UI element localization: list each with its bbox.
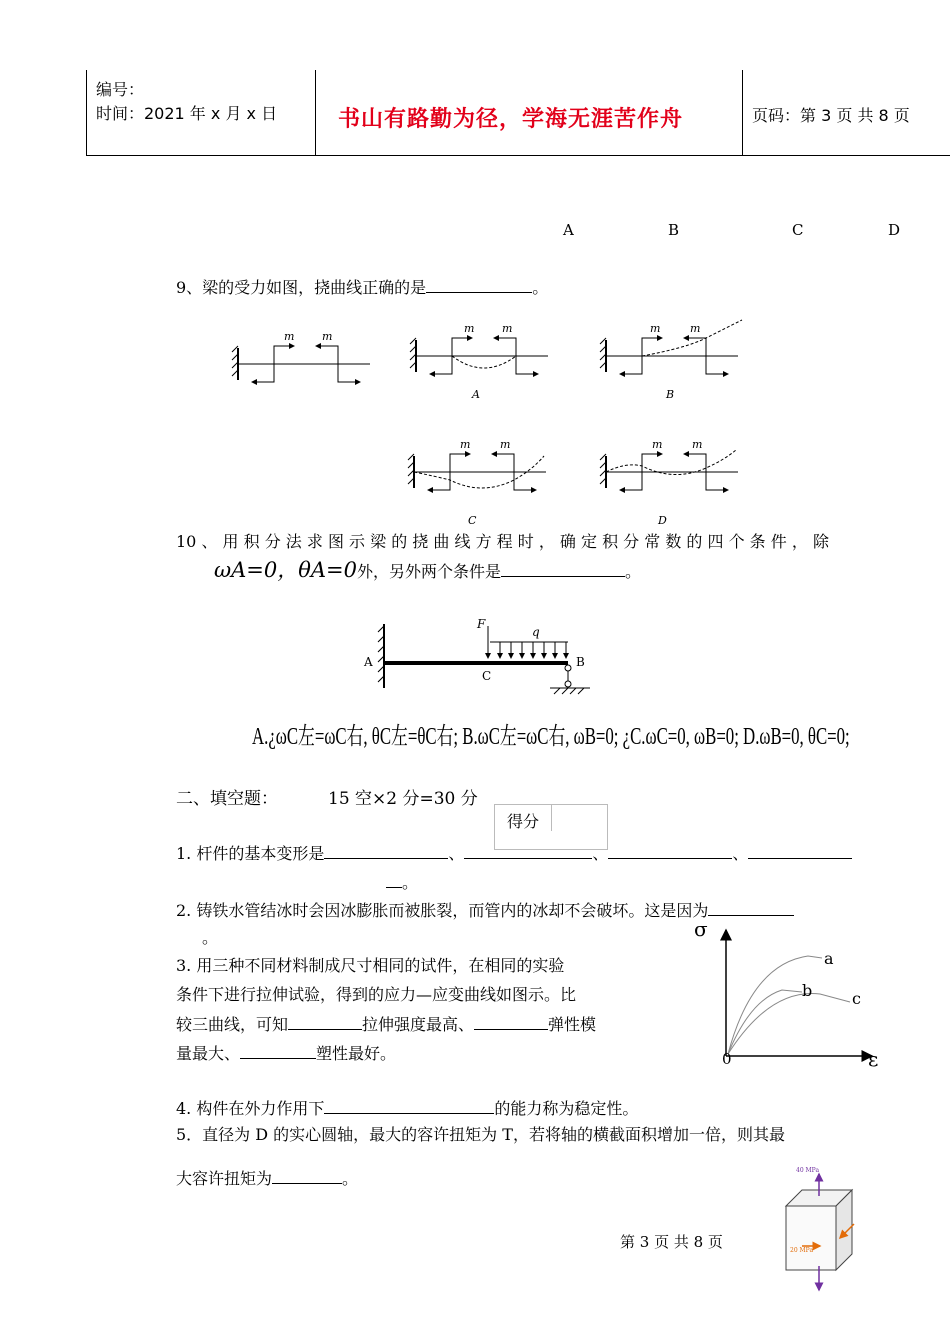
section2-score-rule: 15 空×2 分=30 分 bbox=[328, 789, 478, 809]
q10-question-line2 bbox=[214, 556, 641, 586]
fill-q5-line2 bbox=[176, 1167, 358, 1189]
q10-tail: 。 bbox=[625, 562, 642, 581]
q9-option-label-d: D bbox=[658, 514, 667, 527]
fill-q3-line3 bbox=[176, 1013, 596, 1035]
fill-q1-tail: 。 bbox=[402, 873, 419, 892]
q10-question-line1: 10 、 用 积 分 法 求 图 示 梁 的 挠 曲 线 方 程 时 ， 确 定 积 分 常 数 的 四 个 条 件 ， 除 bbox=[176, 532, 829, 551]
fill-q1-blank-4-cont[interactable] bbox=[386, 871, 402, 888]
q8-choice-b: B bbox=[668, 221, 680, 239]
fill-q3-line3c: 弹性模 bbox=[548, 1015, 597, 1034]
fill-q3-blank-1[interactable] bbox=[288, 1013, 362, 1030]
fill-q1-blank-4[interactable] bbox=[748, 842, 852, 859]
header-left-border bbox=[86, 70, 87, 156]
q9-moment-label-c1: m bbox=[460, 438, 471, 451]
stress-curve-b: b bbox=[802, 981, 813, 1000]
score-box-label: 得分 bbox=[507, 812, 540, 831]
q9-moment-label-d1: m bbox=[652, 438, 663, 451]
q9-moment-label-a2: m bbox=[502, 322, 513, 335]
stress-y-label: σ bbox=[694, 917, 708, 941]
q10-answer-blank[interactable] bbox=[501, 560, 625, 577]
fill-q4-blank[interactable] bbox=[324, 1097, 494, 1114]
fill-q4-text: 4. 构件在外力作用下 bbox=[176, 1099, 325, 1118]
page-footer: 第 3 页 共 8 页 bbox=[620, 1233, 723, 1251]
q10-label-q: q bbox=[532, 625, 540, 639]
header-number-label: 编号： bbox=[96, 80, 145, 99]
fill-q3-line3b: 拉伸强度最高、 bbox=[362, 1015, 475, 1034]
fill-q2-tail: 。 bbox=[202, 928, 219, 947]
fill-q5-line2-text: 大容许扭矩为 bbox=[176, 1169, 273, 1188]
q9-answer-blank[interactable] bbox=[426, 276, 532, 293]
q9-tail: 。 bbox=[532, 278, 549, 297]
q8-choice-c: C bbox=[792, 221, 804, 239]
header-divider-2 bbox=[742, 70, 743, 156]
stress-origin: 0 bbox=[722, 1050, 732, 1068]
fill-q3-line4b: 塑性最好。 bbox=[316, 1044, 397, 1063]
score-box-divider bbox=[551, 805, 552, 831]
q9-moment-label-c2: m bbox=[500, 438, 511, 451]
fill-q3-line4a: 量最大、 bbox=[176, 1044, 241, 1063]
fill-q3-line2: 条件下进行拉伸试验，得到的应力—应变曲线如图示。比 bbox=[176, 985, 577, 1004]
q9-moment-label-d2: m bbox=[692, 438, 703, 451]
fill-q1-text: 1. 杆件的基本变形是 bbox=[176, 844, 325, 863]
q10-label-f: F bbox=[477, 617, 486, 631]
header-time-label: 时间：2021 年 x 月 x 日 bbox=[96, 104, 278, 123]
q9-moment-label-b2: m bbox=[690, 322, 701, 335]
q9-beam-option-b bbox=[600, 320, 742, 401]
q9-option-label-b: B bbox=[666, 388, 675, 401]
fill-q5-tail: 。 bbox=[342, 1169, 359, 1188]
q9-option-label-a: A bbox=[472, 388, 480, 401]
section2-title: 二、填空题： bbox=[176, 789, 278, 809]
q9-moment-label-2: m bbox=[322, 330, 333, 343]
q8-choice-a: A bbox=[563, 221, 574, 239]
q10-text2: 外，另外两个条件是 bbox=[357, 562, 502, 581]
q9-moment-label-a1: m bbox=[464, 322, 475, 335]
fill-q4-tail: 的能力称为稳定性。 bbox=[494, 1099, 639, 1118]
fill-q1-blank-3[interactable] bbox=[608, 842, 732, 859]
fill-q5-line1: 5．直径为 D 的实心圆轴，最大的容许扭矩为 T，若将轴的横截面积增加一倍，则其最 bbox=[176, 1125, 785, 1144]
fill-q3-blank-3[interactable] bbox=[240, 1042, 316, 1059]
q9-beam-option-d bbox=[600, 438, 738, 527]
fill-q1-line2 bbox=[386, 871, 418, 893]
fill-q1-blank-2[interactable] bbox=[464, 842, 592, 859]
stress-strain-figure bbox=[690, 914, 890, 1070]
cube-side-label: 20 MPa bbox=[790, 1247, 814, 1254]
q9-beam-original bbox=[232, 330, 370, 382]
fill-q3-blank-2[interactable] bbox=[474, 1013, 548, 1030]
fill-q2-text: 2. 铸铁水管结冰时会因冰膨胀而被胀裂，而管内的冰却不会破坏。这是因为 bbox=[176, 901, 709, 920]
q10-beam-figure bbox=[358, 612, 608, 696]
fill-q3-line3a: 较三曲线，可知 bbox=[176, 1015, 289, 1034]
q9-moment-label-b1: m bbox=[650, 322, 661, 335]
q10-label-c: C bbox=[482, 669, 492, 683]
q10-label-a: A bbox=[364, 655, 373, 669]
stress-cube-figure bbox=[778, 1162, 864, 1296]
q9-beam-option-c bbox=[408, 438, 546, 527]
stress-curve-a: a bbox=[824, 949, 834, 968]
fill-q1: 1. 杆件的基本变形是 、 、 、 bbox=[176, 842, 852, 864]
fill-q3-line4 bbox=[176, 1042, 396, 1064]
stress-curve-c: c bbox=[852, 989, 861, 1008]
q9-beam-figures bbox=[228, 318, 768, 528]
header-bottom-border bbox=[86, 155, 950, 156]
stress-x-label: ε bbox=[868, 1047, 879, 1070]
fill-q3-line1: 3. 用三种不同材料制成尺寸相同的试件，在相同的实验 bbox=[176, 956, 565, 975]
q9-moment-label-1: m bbox=[284, 330, 295, 343]
q9-text: 9、梁的受力如图，挠曲线正确的是 bbox=[176, 278, 427, 297]
header-motto: 书山有路勤为径，学海无涯苦作舟 bbox=[338, 106, 684, 132]
q9-option-label-c: C bbox=[468, 514, 477, 527]
header-page-label: 页码：第 3 页 共 8 页 bbox=[752, 106, 910, 125]
q10-label-b: B bbox=[576, 655, 585, 669]
q9-beam-option-a bbox=[410, 322, 548, 401]
q10-known-conditions: ωA=0，θA=0 bbox=[214, 558, 358, 582]
q8-choice-d: D bbox=[888, 221, 901, 239]
header-divider-1 bbox=[315, 70, 316, 156]
cube-top-label: 40 MPa bbox=[796, 1167, 820, 1174]
q9-question bbox=[176, 276, 548, 298]
fill-q4 bbox=[176, 1097, 638, 1119]
fill-q5-blank[interactable] bbox=[272, 1167, 342, 1184]
fill-q1-blank-1[interactable] bbox=[324, 842, 448, 859]
q10-choices: A.¿ωC左=ωC右, θC左=θC右; B.ωC左=ωC右, ωB=0; ¿C.ωC=0, ωB=0; D.ωB=0, θC=0; bbox=[252, 724, 850, 750]
